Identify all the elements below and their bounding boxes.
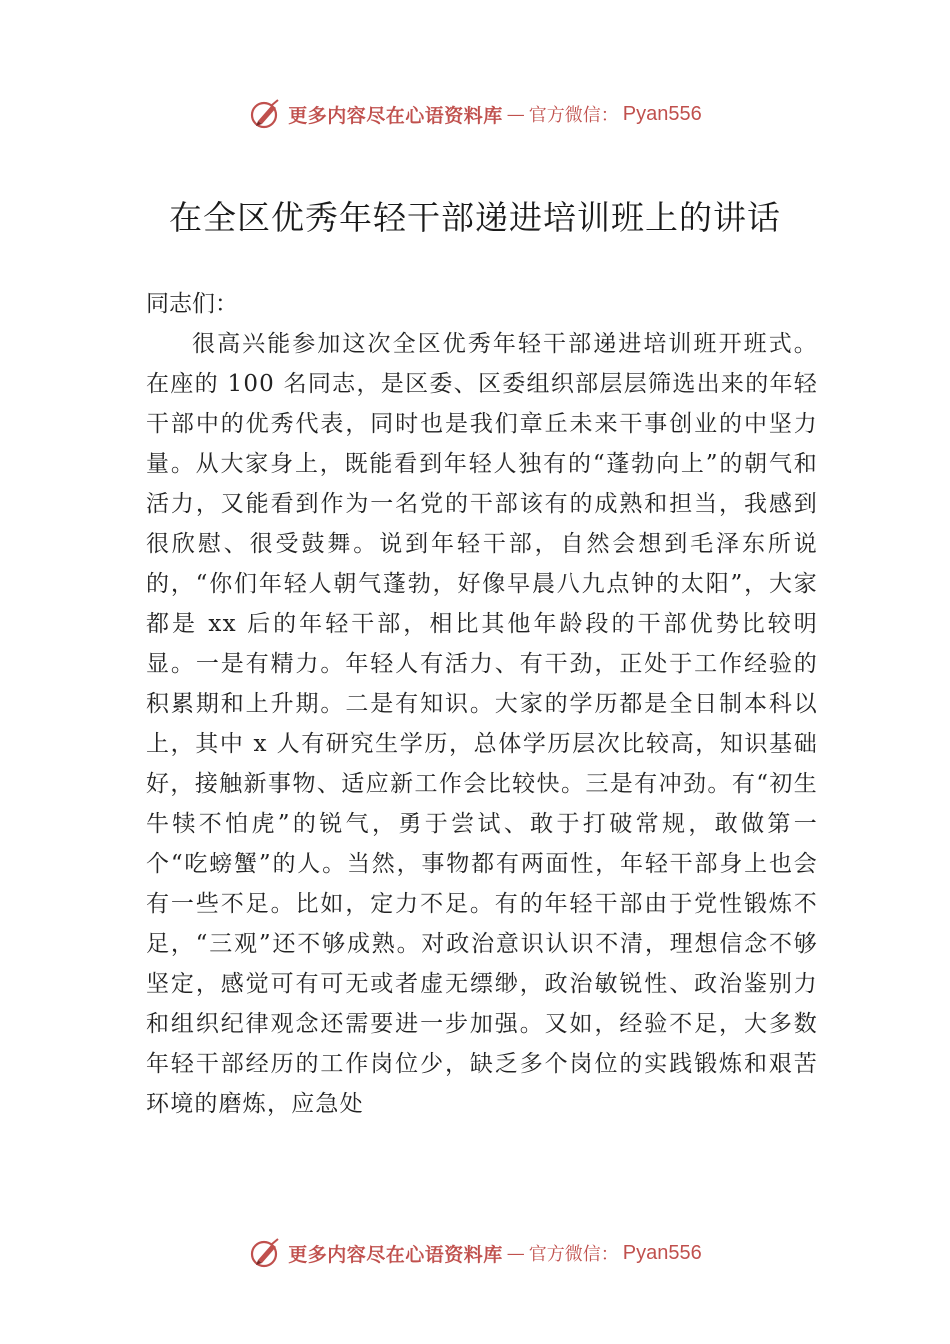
salutation: 同志们： xyxy=(146,291,238,317)
header-banner xyxy=(0,94,950,134)
pen-nib-logo-icon xyxy=(248,96,284,132)
banner-slogan: 更多内容尽在心语资料库 xyxy=(288,1243,503,1266)
banner-dash: — xyxy=(506,103,525,125)
header-banner-content xyxy=(248,96,701,132)
footer-banner xyxy=(0,1233,950,1273)
banner-slogan: 更多内容尽在心语资料库 xyxy=(288,104,503,127)
pen-nib-logo-icon xyxy=(248,1235,284,1271)
banner-wechat-id: Pyan556 xyxy=(622,1241,702,1264)
banner-dash: — xyxy=(506,1242,525,1264)
banner-wechat-label: 官方微信： xyxy=(528,105,619,126)
banner-wechat-id: Pyan556 xyxy=(622,102,702,125)
body-paragraph: 很高兴能参加这次全区优秀年轻干部递进培训班开班式。在座的 100 名同志，是区委、区委组织部层层筛选出来的年轻干部中的优秀代表，同时也是我们章丘未来干事创业的中坚力量。从大家身上，既能看到年轻人独有的“蓬勃向上”的朝气和活力，又能看到作为一名党的干部该有的成熟和担当，我感到很欣慰、很受鼓舞。说到年轻干部，自然会想到毛泽东所说的，“你们年轻人朝气蓬勃，好像早晨八九点钟的太阳”，大家都是 xx 后的年轻干部，相比其他年龄段的干部优势比较明显。一是有精力。年轻人有活力、有干劲，正处于工作经验的积累期和上升期。二是有知识。大家的学历都是全日制本科以上，其中 x 人有研究生学历，总体学历层次比较高，知识基础好，接触新事物、适应新工作会比较快。三是有冲劲。有“初生牛犊不怕虎”的锐气，勇于尝试、敢于打破常规，敢做第一个“吃螃蟹”的人。当然，事物都有两面性，年轻干部身上也会有一些不足。比如，定力不足。有的年轻干部由于党性锻炼不足，“三观”还不够成熟。对政治意识认识不清，理想信念不够坚定，感觉可有可无或者虚无缥缈，政治敏锐性、政治鉴别力和组织纪律观念还需要进一步加强。又如，经验不足，大多数年轻干部经历的工作岗位少，缺乏多个岗位的实践锻炼和艰苦环境的磨炼，应急处 xyxy=(146,331,818,1117)
document-title: 在全区优秀年轻干部递进培训班上的讲话 xyxy=(169,198,781,237)
footer-banner-content xyxy=(248,1235,701,1271)
banner-wechat-label: 官方微信： xyxy=(528,1244,619,1265)
